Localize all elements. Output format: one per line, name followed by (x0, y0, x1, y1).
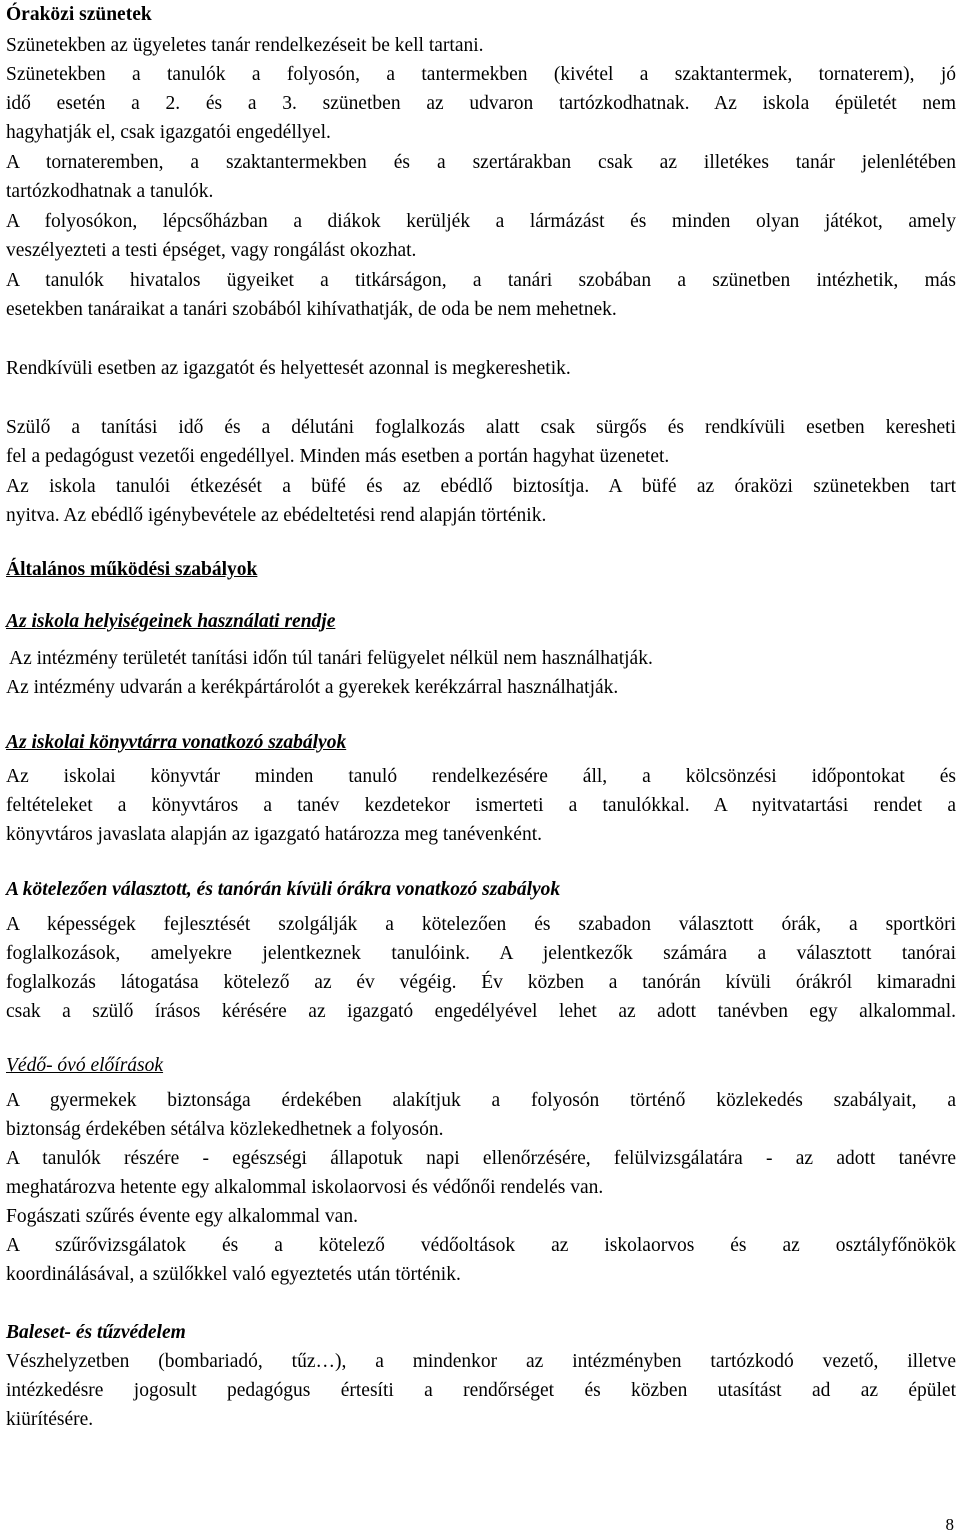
paragraph-line: koordinálásával, a szülőkkel való egyeztetés után történik. (6, 1264, 461, 1285)
paragraph-line: A szűrővizsgálatok és a kötelező védőoltások az iskolaorvos és az osztályfőnökök (6, 1235, 956, 1256)
paragraph-line: A tornateremben, a szaktantermekben és a szertárakban csak az illetékes tanár jelenlétében (6, 152, 956, 173)
section-title-kotelezo: A kötelezően választott, és tanórán kívüli órákra vonatkozó szabályok (6, 879, 561, 900)
paragraph-line: A tanulók hivatalos ügyeiket a titkárságon, a tanári szobában a szünetben intézhetik, más (6, 270, 956, 291)
paragraph-line: intézkedésre jogosult pedagógus értesíti a rendőrséget és közben utasítást ad az épület (6, 1380, 956, 1401)
paragraph-line: veszélyezteti a testi épséget, vagy rongálást okozhat. (6, 240, 417, 261)
paragraph-line: kiürítésére. (6, 1409, 94, 1430)
paragraph-line: foglalkozás látogatása kötelező az év végéig. Év közben a tanórán kívüli órákról kimaradni (6, 972, 956, 993)
paragraph-line: feltételeket a könyvtáros a tanév kezdetekor ismerteti a tanulókkal. A nyitvatartási rendet a (6, 795, 956, 816)
paragraph-line: biztonság érdekében sétálva közlekedhetnek a folyosón. (6, 1119, 444, 1140)
paragraph-line: hagyhatják el, csak igazgatói engedéllyel. (6, 122, 331, 143)
paragraph-line: A folyosókon, lépcsőházban a diákok kerüljék a lármázást és minden olyan játékot, amely (6, 211, 956, 232)
paragraph-line: foglalkozások, amelyekre jelentkeznek tanulóink. A jelentkezők számára a választott tanórai (6, 943, 956, 964)
paragraph-line: tartózkodhatnak a tanulók. (6, 181, 214, 202)
paragraph-line: Az iskolai könyvtár minden tanuló rendelkezésére áll, a kölcsönzési időpontokat és (6, 766, 956, 787)
section-title-konyvtar: Az iskolai könyvtárra vonatkozó szabályok (6, 732, 347, 753)
paragraph-line: Vészhelyzetben (bombariadó, tűz…), a mindenkor az intézményben tartózkodó vezető, illetve (6, 1351, 956, 1372)
section-title-altalanos: Általános működési szabályok (6, 559, 258, 580)
paragraph-rendkivuli: Rendkívüli esetben az igazgatót és helyettesét azonnal is megkereshetik. (6, 358, 571, 379)
paragraph-line: esetekben tanáraikat a tanári szobából kihívathatják, de oda be nem mehetnek. (6, 299, 617, 320)
page-number: 8 (945, 1515, 954, 1534)
paragraph-line: nyitva. Az ebédlő igénybevétele az ebédeltetési rend alapján történik. (6, 505, 547, 526)
paragraph-line: Szünetekben a tanulók a folyosón, a tantermekben (kivétel a szaktantermek, tornaterem), jó (6, 64, 956, 85)
section-title-baleset: Baleset- és tűzvédelem (6, 1322, 186, 1343)
paragraph-line: csak a szülő írásos kérésére az igazgató engedélyével lehet az adott tanévben egy alkalommal. (6, 1001, 956, 1022)
paragraph-line: Az intézmény udvarán a kerékpártárolót a gyerekek kerékzárral használhatják. (6, 677, 619, 698)
section-title-vedo: Védő- óvó előírások (6, 1055, 164, 1076)
paragraph-line: Az iskola tanulói étkezését a büfé és az ebédlő biztosítja. A büfé az óraközi szünetekben tart (6, 476, 956, 497)
paragraph-line: A tanulók részére - egészségi állapotuk napi ellenőrzésére, felülvizsgálatára - az adott tanévre (6, 1148, 956, 1169)
paragraph-line: Az intézmény területét tanítási időn túl tanári felügyelet nélkül nem használhatják. (9, 648, 653, 669)
paragraph-line: Szülő a tanítási idő és a délutáni foglalkozás alatt csak sürgős és rendkívüli esetben keresheti (6, 417, 956, 438)
section-title-szunetek: Óraközi szünetek (6, 4, 152, 25)
paragraph-line: idő esetén a 2. és a 3. szünetben az udvaron tartózkodhatnak. Az iskola épületét nem (6, 93, 956, 114)
paragraph-line: A képességek fejlesztését szolgálják a kötelezően és szabadon választott órák, a sportköri (6, 914, 956, 935)
section-title-helyisegek: Az iskola helyiségeinek használati rendje (6, 611, 336, 632)
paragraph-line: meghatározva hetente egy alkalommal iskolaorvosi és védőnői rendelés van. (6, 1177, 604, 1198)
paragraph-line: fel a pedagógust vezetői engedéllyel. Minden más esetben a portán hagyhat üzenetet. (6, 446, 670, 467)
paragraph-line: Fogászati szűrés évente egy alkalommal van. (6, 1206, 358, 1227)
paragraph-line: könyvtáros javaslata alapján az igazgató határozza meg tanévenként. (6, 824, 542, 845)
paragraph-line: A gyermekek biztonsága érdekében alakítjuk a folyosón történő közlekedés szabályait, a (6, 1090, 956, 1111)
paragraph-line: Szünetekben az ügyeletes tanár rendelkezéseit be kell tartani. (6, 35, 484, 56)
